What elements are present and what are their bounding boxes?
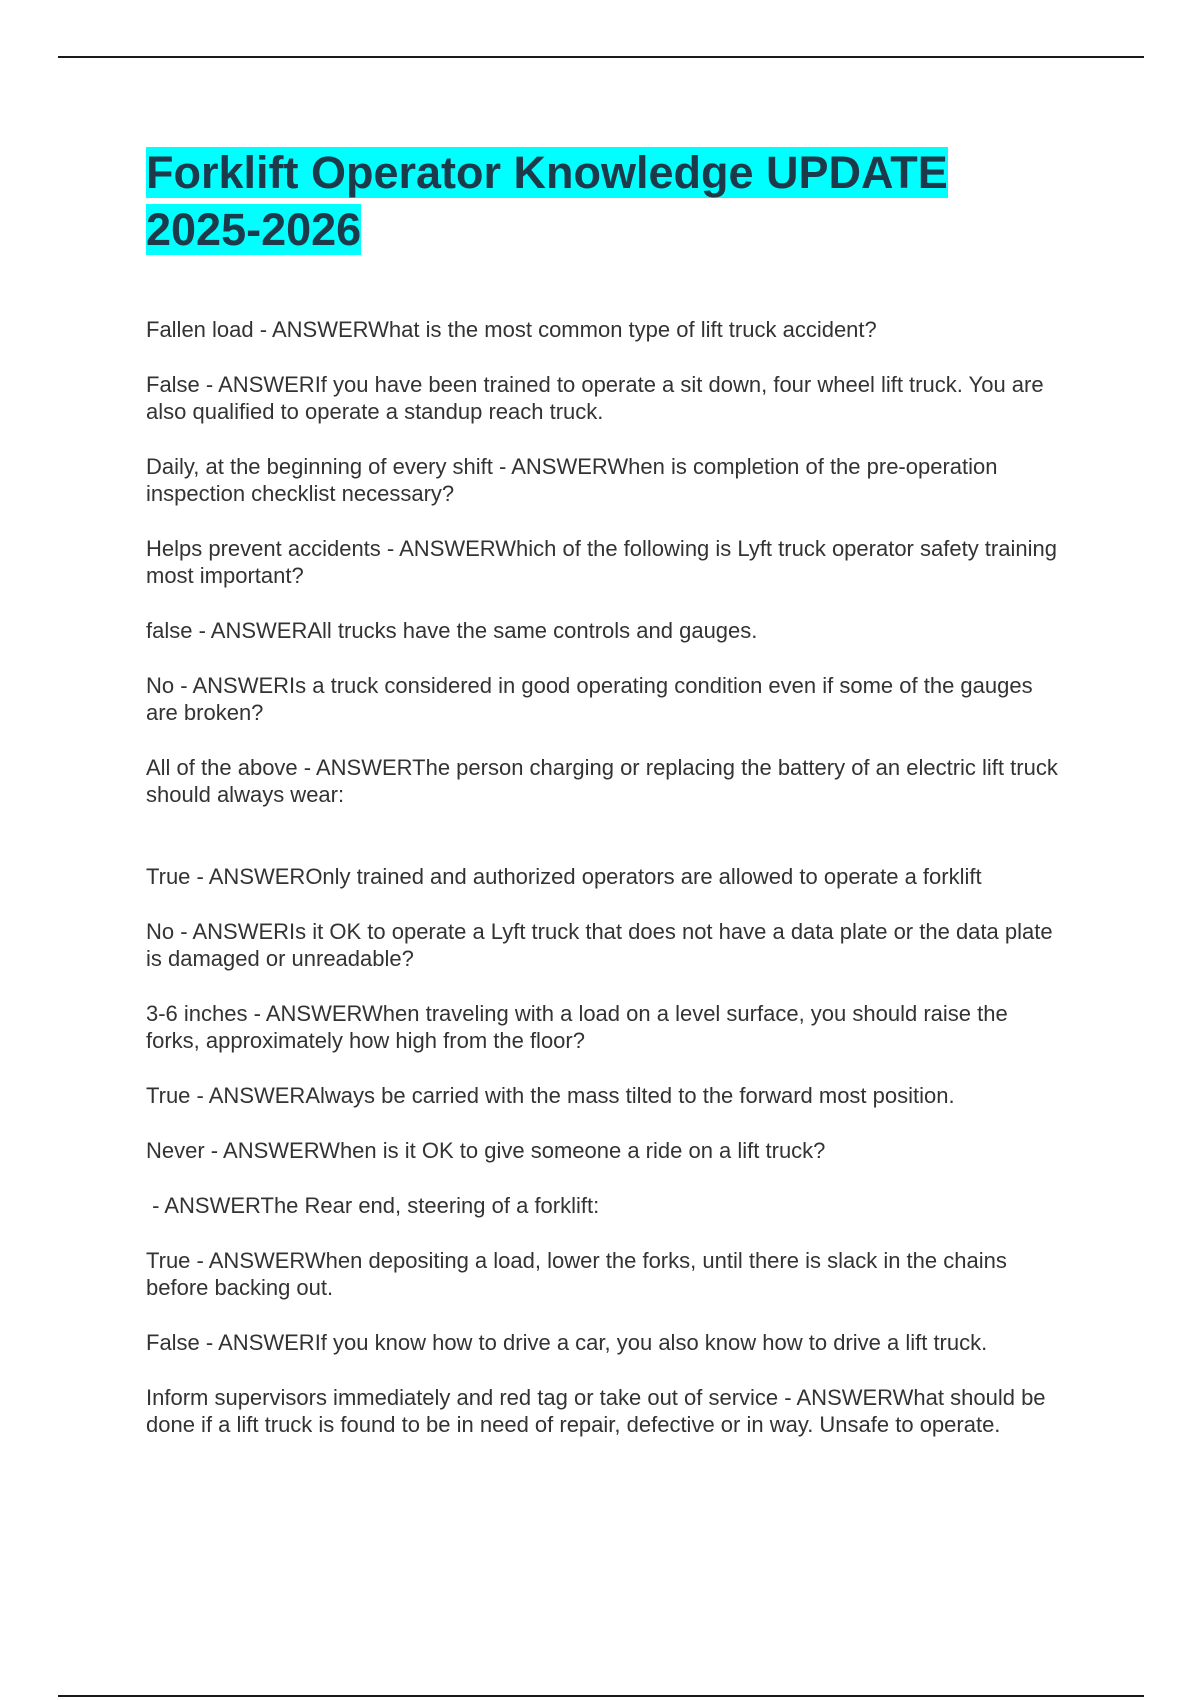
qa-entry: Inform supervisors immediately and red tag or take out of service - ANSWERWhat should be done if a lift truck is found to be in need of repair, defective or in way. Unsafe to operate. xyxy=(146,1385,1046,1437)
qa-entry: All of the above - ANSWERThe person charging or replacing the battery of an electric lift truck should always wear: xyxy=(146,755,1058,807)
qa-entry: True - ANSWERAlways be carried with the mass tilted to the forward most position. xyxy=(146,1083,955,1108)
qa-entry: - ANSWERThe Rear end, steering of a forklift: xyxy=(146,1193,600,1218)
qa-entry: Daily, at the beginning of every shift - ANSWERWhen is completion of the pre-operation inspection checklist necessary? xyxy=(146,454,998,506)
document-title-text: Forklift Operator Knowledge UPDATE 2025-2026 xyxy=(146,147,948,255)
qa-entry: false - ANSWERAll trucks have the same controls and gauges. xyxy=(146,618,758,643)
document-title xyxy=(146,144,1066,258)
qa-entry: Never - ANSWERWhen is it OK to give someone a ride on a lift truck? xyxy=(146,1138,826,1163)
qa-entry: Fallen load - ANSWERWhat is the most common type of lift truck accident? xyxy=(146,317,877,342)
qa-entry: No - ANSWERIs it OK to operate a Lyft truck that does not have a data plate or the data plate is damaged or unreadable? xyxy=(146,919,1053,971)
qa-entry: 3-6 inches - ANSWERWhen traveling with a load on a level surface, you should raise the forks, approximately how high from the floor? xyxy=(146,1001,1008,1053)
qa-entry: No - ANSWERIs a truck considered in good operating condition even if some of the gauges are broken? xyxy=(146,673,1033,725)
top-rule xyxy=(58,56,1144,58)
page-content xyxy=(146,144,1066,1438)
qa-entry: True - ANSWERWhen depositing a load, lower the forks, until there is slack in the chains before backing out. xyxy=(146,1248,1007,1300)
qa-entry: Helps prevent accidents - ANSWERWhich of the following is Lyft truck operator safety training most important? xyxy=(146,536,1057,588)
qa-entry: True - ANSWEROnly trained and authorized operators are allowed to operate a forklift xyxy=(146,864,982,889)
qa-entry: False - ANSWERIf you know how to drive a car, you also know how to drive a lift truck. xyxy=(146,1330,988,1355)
bottom-rule xyxy=(58,1695,1144,1697)
qa-entry: False - ANSWERIf you have been trained to operate a sit down, four wheel lift truck. You are also qualified to operate a standup reach truck. xyxy=(146,372,1044,424)
